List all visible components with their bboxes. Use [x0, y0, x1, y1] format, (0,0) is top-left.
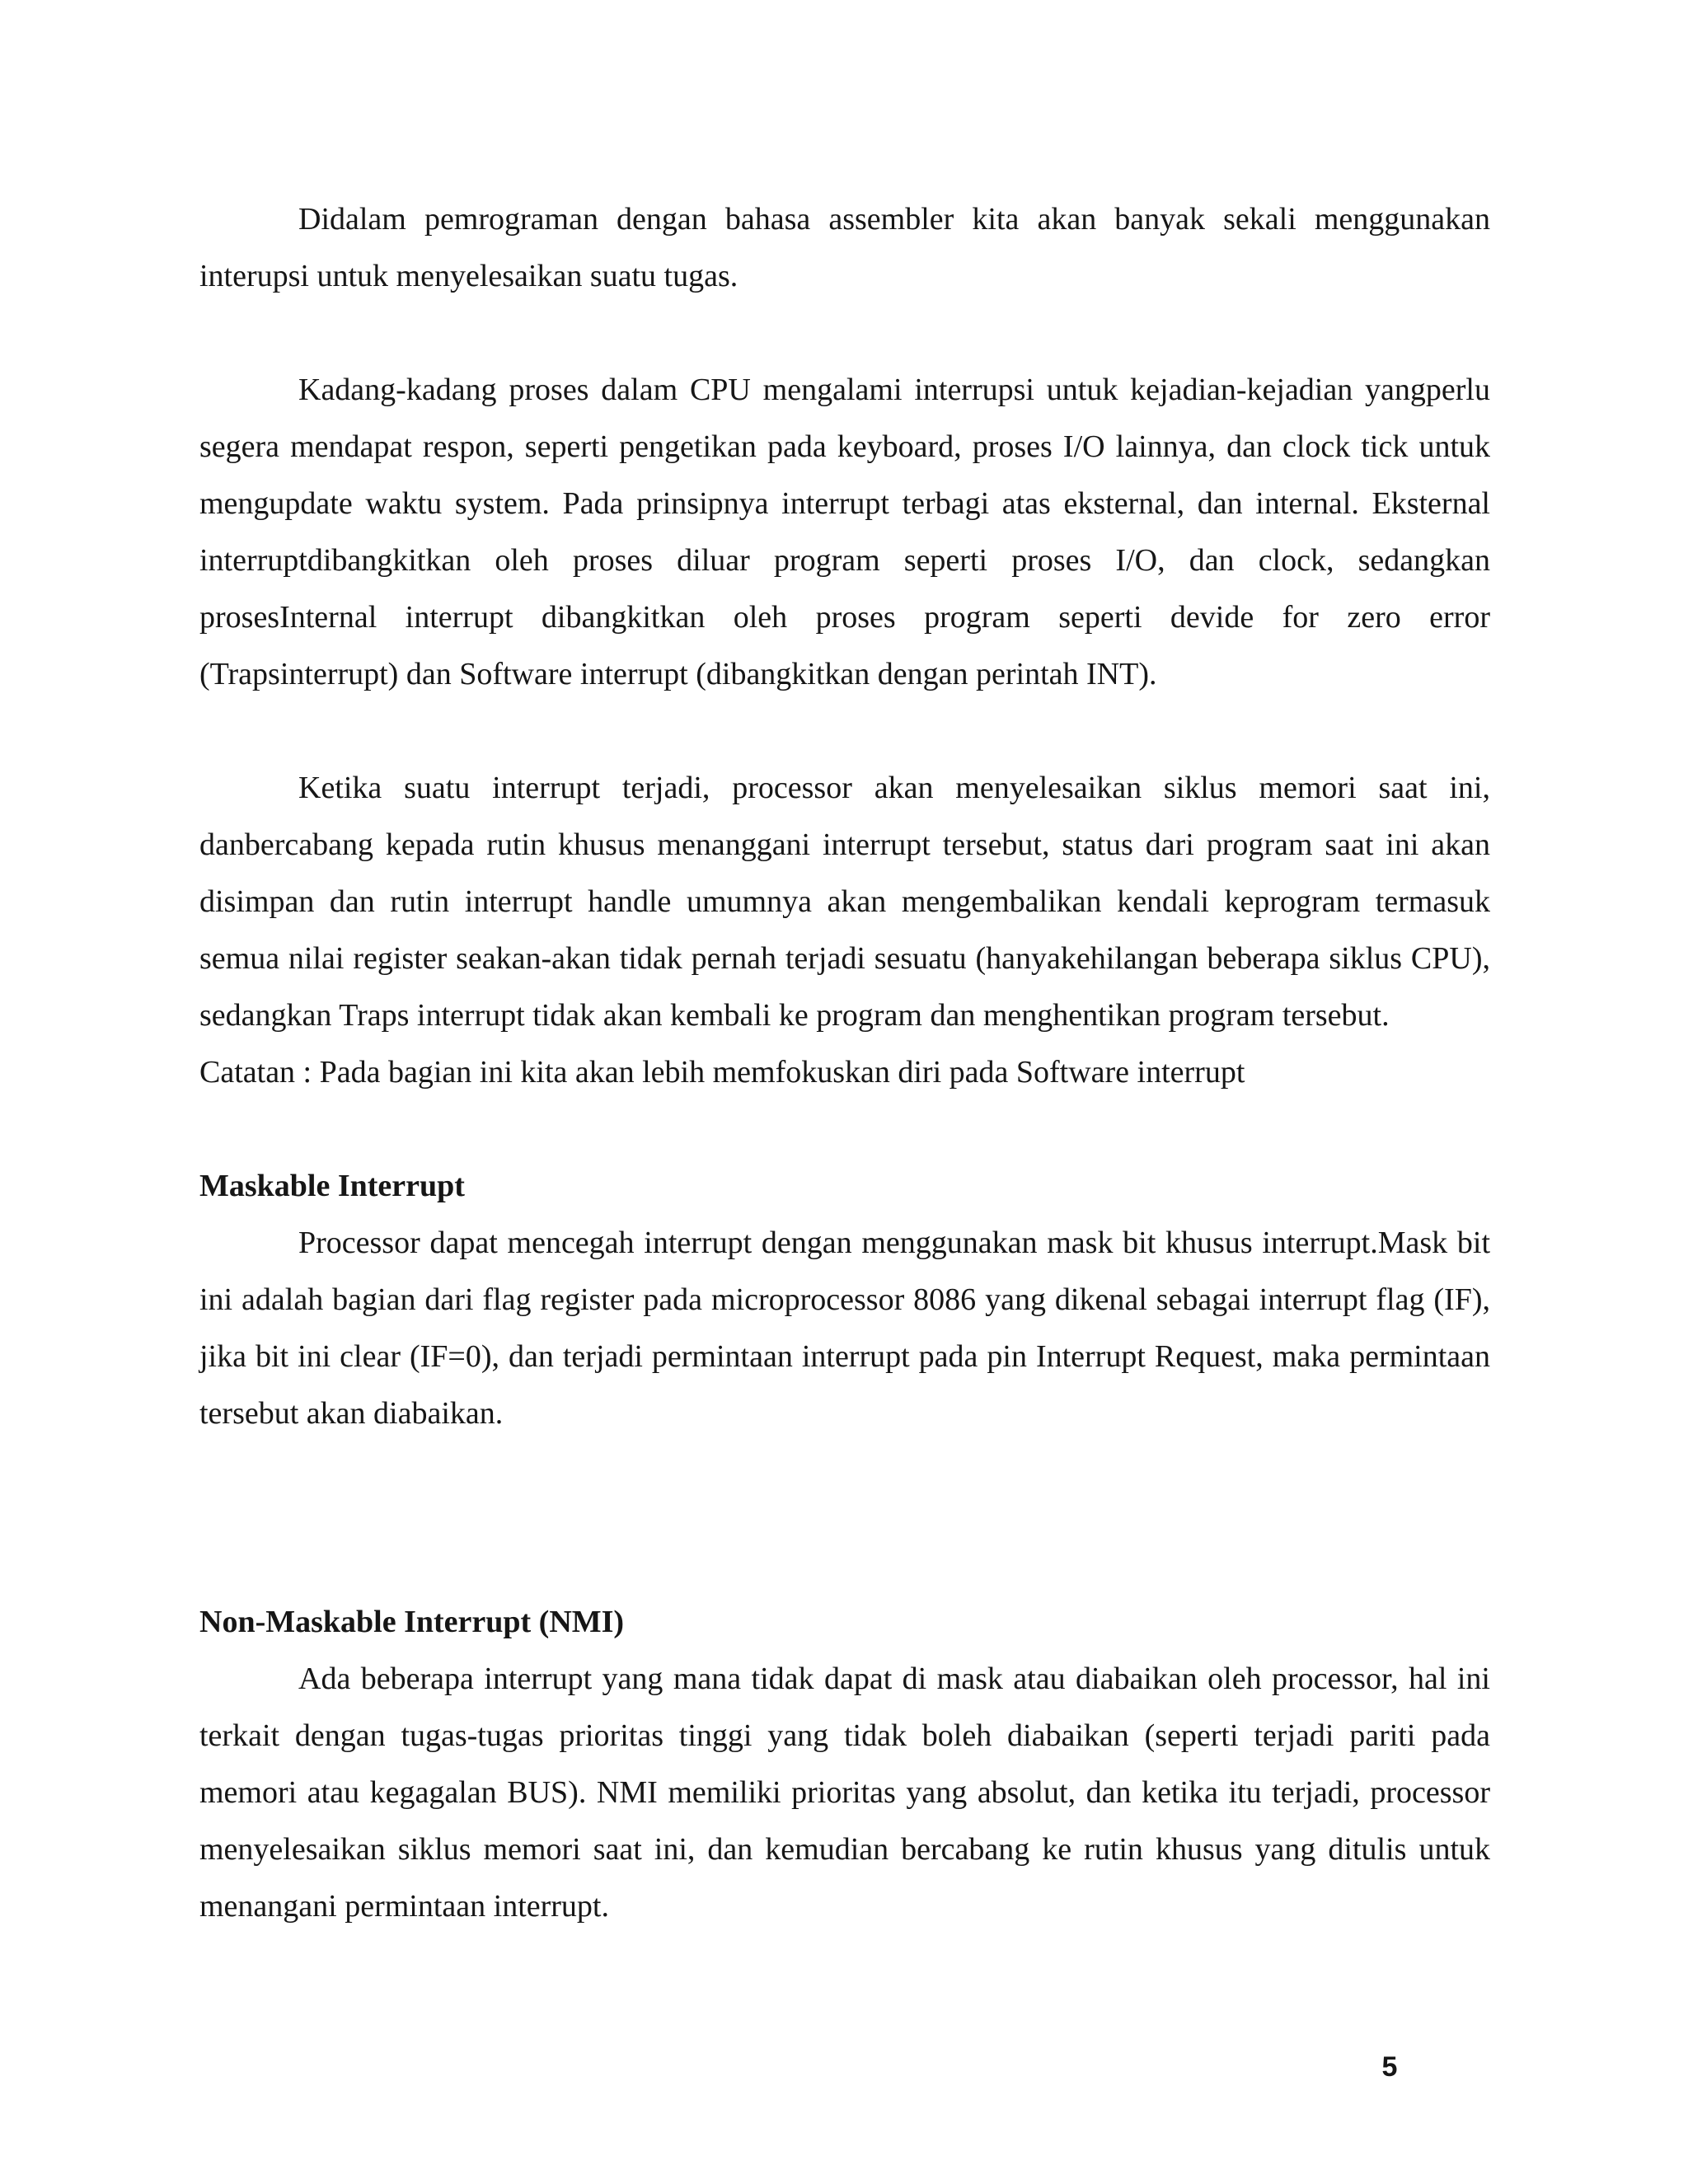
paragraph-assembler-interrupts: Didalam pemrograman dengan bahasa assembler kita akan banyak sekali menggunakan interupsi untuk menyelesaikan suatu tugas.: [199, 202, 1490, 293]
paragraph-interrupt-handling: Ketika suatu interrupt terjadi, processor akan menyelesaikan siklus memori saat ini, danbercabang kepada rutin khusus menanggani interrupt tersebut, status dari program saat ini akan disimpan dan rutin interrupt handle umumnya akan mengembalikan kendali keprogram termasuk semua nilai register seakan-akan tidak pernah terjadi sesuatu (hanyakehilangan beberapa siklus CPU), sedangkan Traps interrupt tidak akan kembali ke program dan menghentikan program tersebut.: [199, 771, 1490, 1033]
section-heading-maskable: Maskable Interrupt: [199, 1169, 465, 1203]
note-text: Catatan : Pada bagian ini kita akan lebih memfokuskan diri pada Software interrupt: [199, 1055, 1245, 1090]
section-body-nmi: Ada beberapa interrupt yang mana tidak dapat di mask atau diabaikan oleh processor, hal ini terkait dengan tugas-tugas prioritas tinggi yang tidak boleh diabaikan (seperti terjadi pariti pada memori atau kegagalan BUS). NMI memiliki prioritas yang absolut, dan ketika itu terjadi, processor menyelesaikan siklus memori saat ini, dan kemudian bercabang ke rutin khusus yang ditulis untuk menangani permintaan interrupt.: [199, 1661, 1490, 1924]
page-content: [199, 191, 1490, 1935]
section-body-maskable: Processor dapat mencegah interrupt dengan menggunakan mask bit khusus interrupt.Mask bit ini adalah bagian dari flag register pada microprocessor 8086 yang dikenal sebagai interrupt flag (IF), jika bit ini clear (IF=0), dan terjadi permintaan interrupt pada pin Interrupt Request, maka permintaan tersebut akan diabaikan.: [199, 1226, 1490, 1431]
section-heading-nmi: Non-Maskable Interrupt (NMI): [199, 1605, 625, 1639]
page-number: 5: [1381, 2051, 1398, 2083]
paragraph-interrupt-types: Kadang-kadang proses dalam CPU mengalami interrupsi untuk kejadian-kejadian yangperlu segera mendapat respon, seperti pengetikan pada keyboard, proses I/O lainnya, dan clock tick untuk mengupdate waktu system. Pada prinsipnya interrupt terbagi atas eksternal, dan internal. Eksternal interruptdibangkitkan oleh proses diluar program seperti proses I/O, dan clock, sedangkan prosesInternal interrupt dibangkitkan oleh proses program seperti devide for zero error (Trapsinterrupt) dan Software interrupt (dibangkitkan dengan perintah INT).: [199, 373, 1490, 691]
